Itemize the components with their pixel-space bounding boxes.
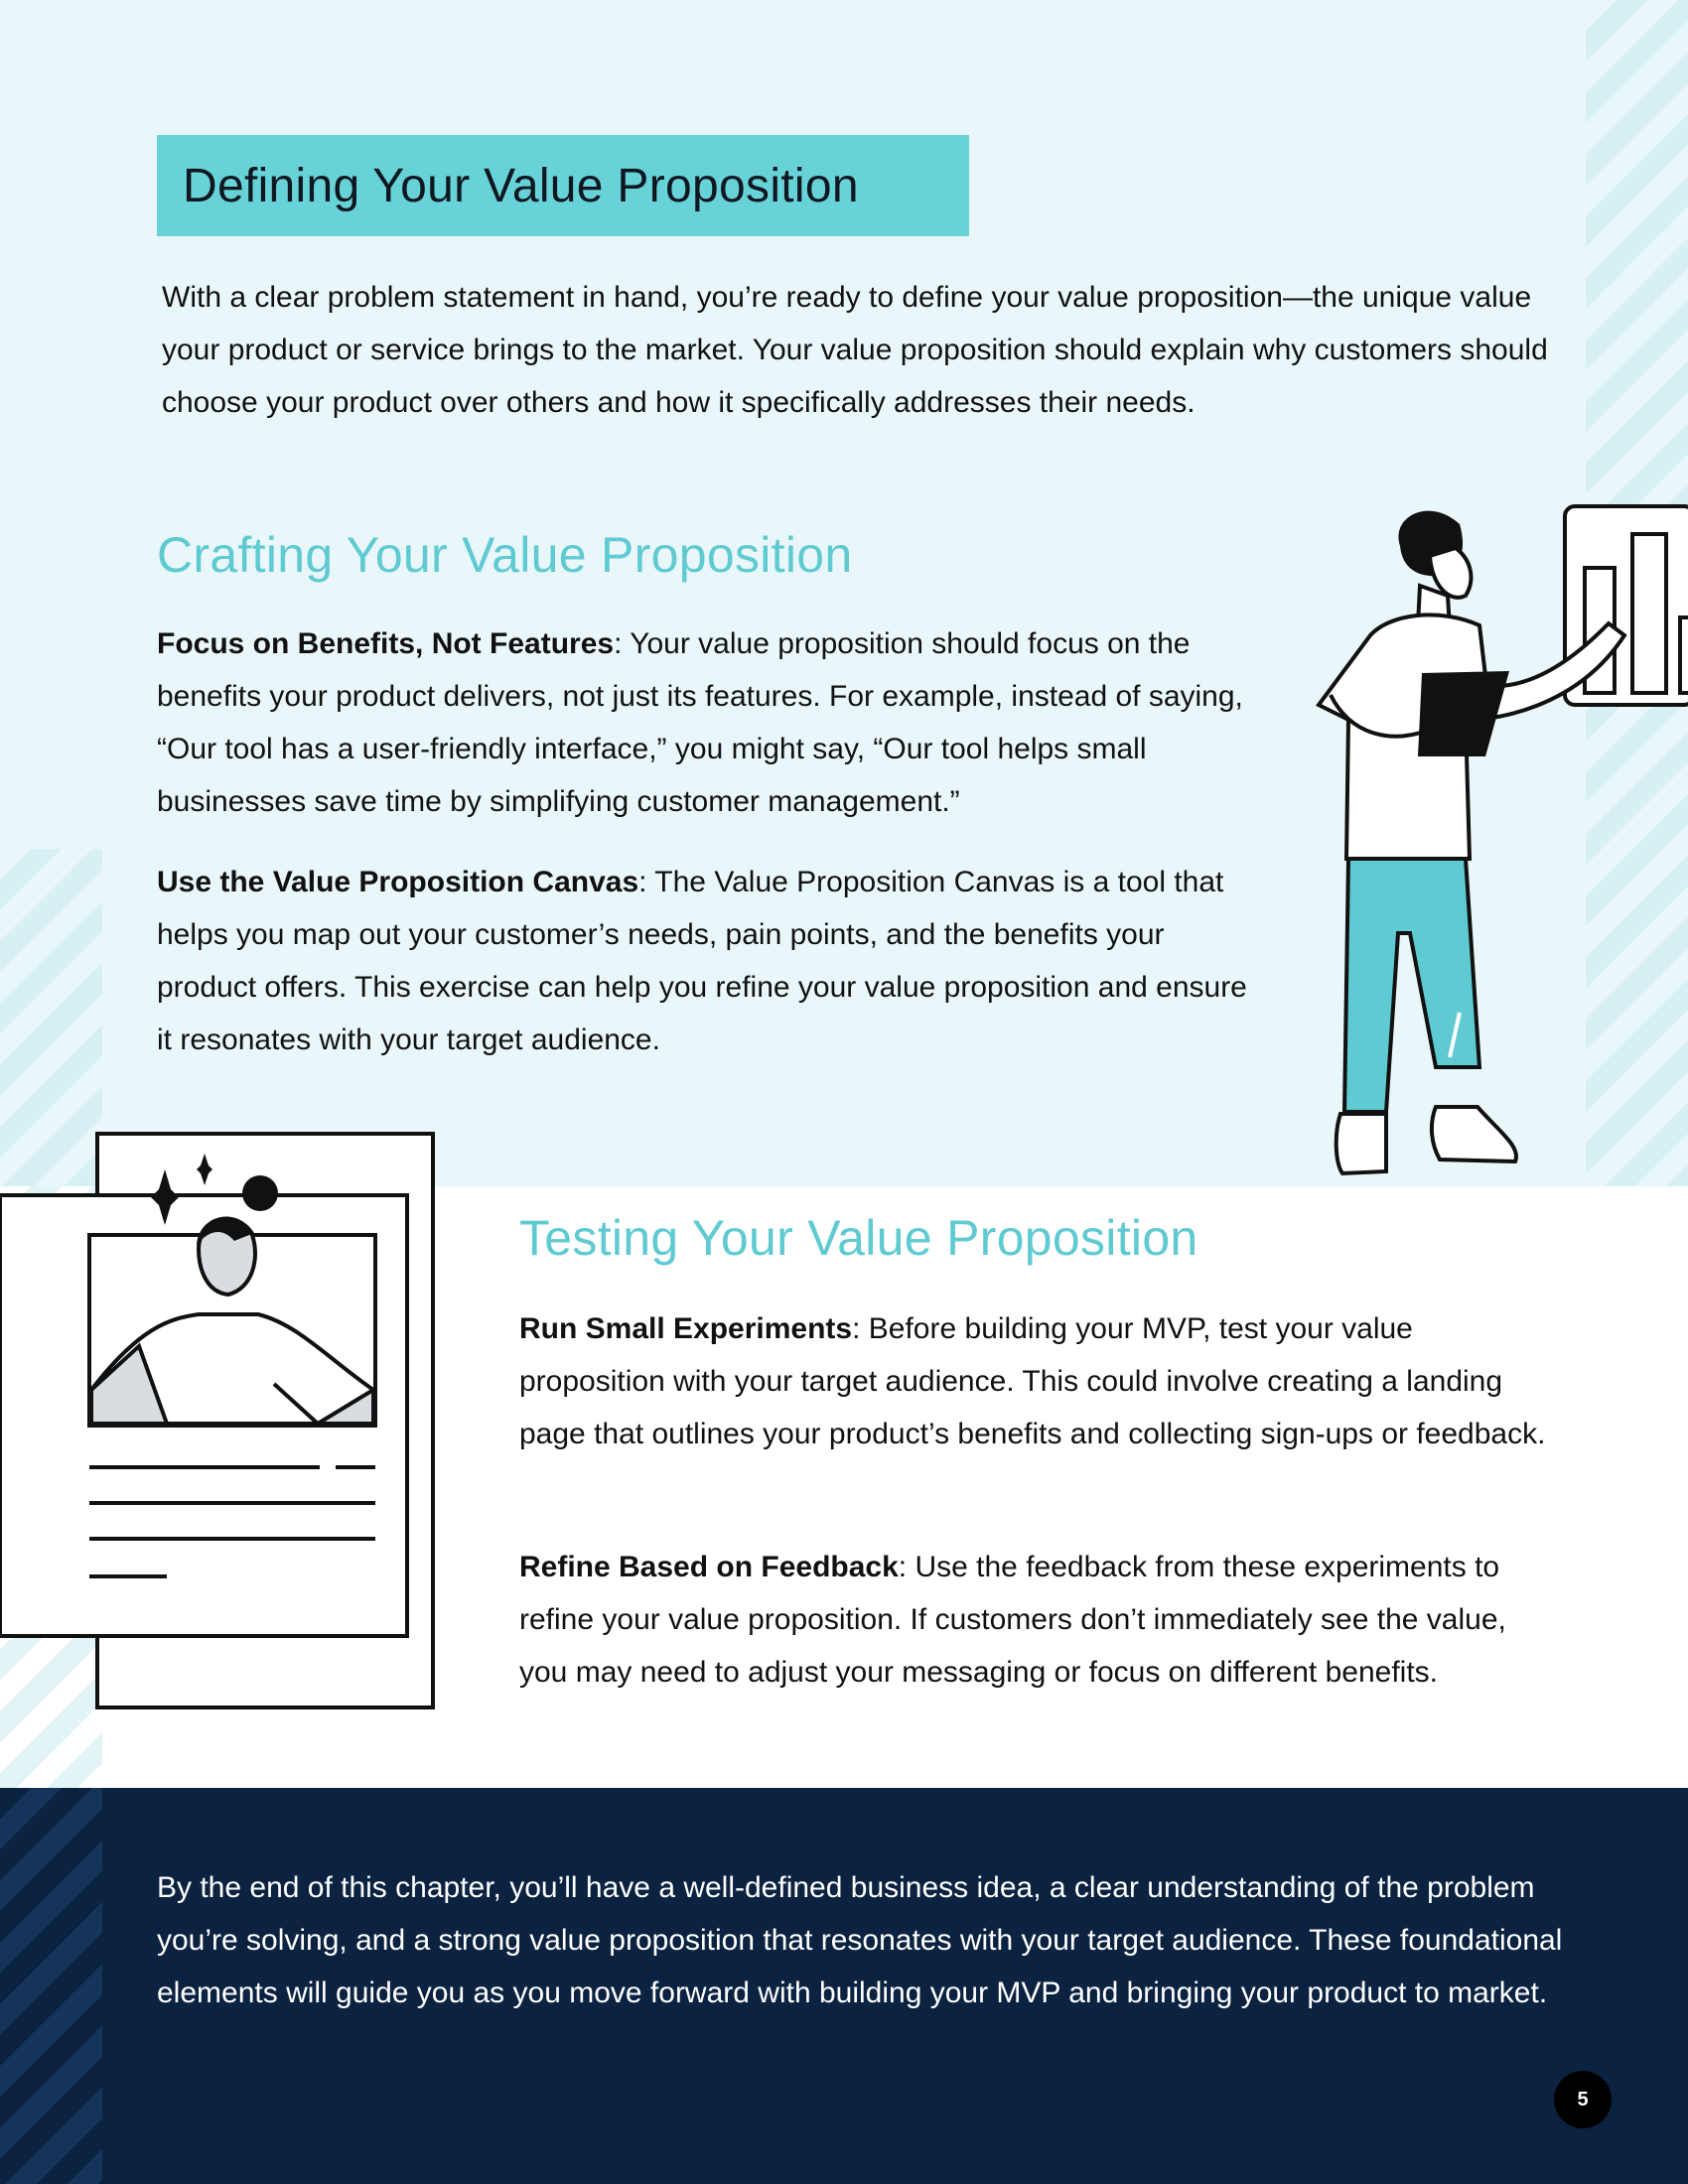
testing-item-feedback-text: : Use the feedback from these experiments to refine your value proposition. If customers don’t immediately see the value, you may need to adjust your messaging or focus on different benefits. [519, 1551, 1506, 1689]
crafting-item-canvas-text: : The Value Proposition Canvas is a tool that helps you map out your customer’s needs, pain points, and the benefits your product offers. This exercise can help you refine your value proposition and ensure it resonates with your target audience. [157, 866, 1247, 1056]
presenter-illustration [1291, 496, 1688, 1191]
page-number: 5 [1554, 2071, 1612, 2128]
crafting-item-benefits-label: Focus on Benefits, Not Features [157, 627, 615, 660]
page-title: Defining Your Value Proposition [183, 159, 859, 212]
decorative-stripes-navy [0, 1788, 102, 2184]
testing-item-experiments [519, 1302, 1562, 1460]
testing-item-experiments-label: Run Small Experiments [519, 1312, 853, 1345]
conclusion-paragraph: By the end of this chapter, you’ll have a well-defined business idea, a clear understanding of the problem you’re solving, and a strong value proposition that resonates with your target audience. These foundational elements will guide you as you move forward with building your MVP and bringing your product to market. [157, 1871, 1563, 2009]
testing-item-feedback-label: Refine Based on Feedback [519, 1551, 899, 1583]
intro-paragraph: With a clear problem statement in hand, you’re ready to define your value proposition—the unique value your product or service brings to the market. Your value proposition should explain why customers should choose your product over others and how it specifically addresses their needs. [162, 281, 1548, 419]
crafting-item-canvas [157, 856, 1269, 1066]
crafting-item-canvas-label: Use the Value Proposition Canvas [157, 866, 639, 898]
testing-heading: Testing Your Value Proposition [519, 1210, 1198, 1266]
crafting-heading: Crafting Your Value Proposition [157, 527, 853, 583]
testing-item-feedback [519, 1541, 1562, 1699]
crafting-item-benefits-text: : Your value proposition should focus on the benefits your product delivers, not just its features. For example, instead of saying, “Our tool has a user-friendly interface,” you might say, “Our tool helps small businesses save time by simplifying customer management.” [157, 627, 1243, 818]
title-banner [157, 135, 969, 236]
crafting-item-benefits [157, 617, 1269, 828]
testing-item-experiments-text: : Before building your MVP, test your value proposition with your target audience. This could involve creating a landing page that outlines your product’s benefits and collecting sign-ups or feedback. [519, 1312, 1546, 1450]
profile-card-illustration [0, 1130, 447, 1715]
